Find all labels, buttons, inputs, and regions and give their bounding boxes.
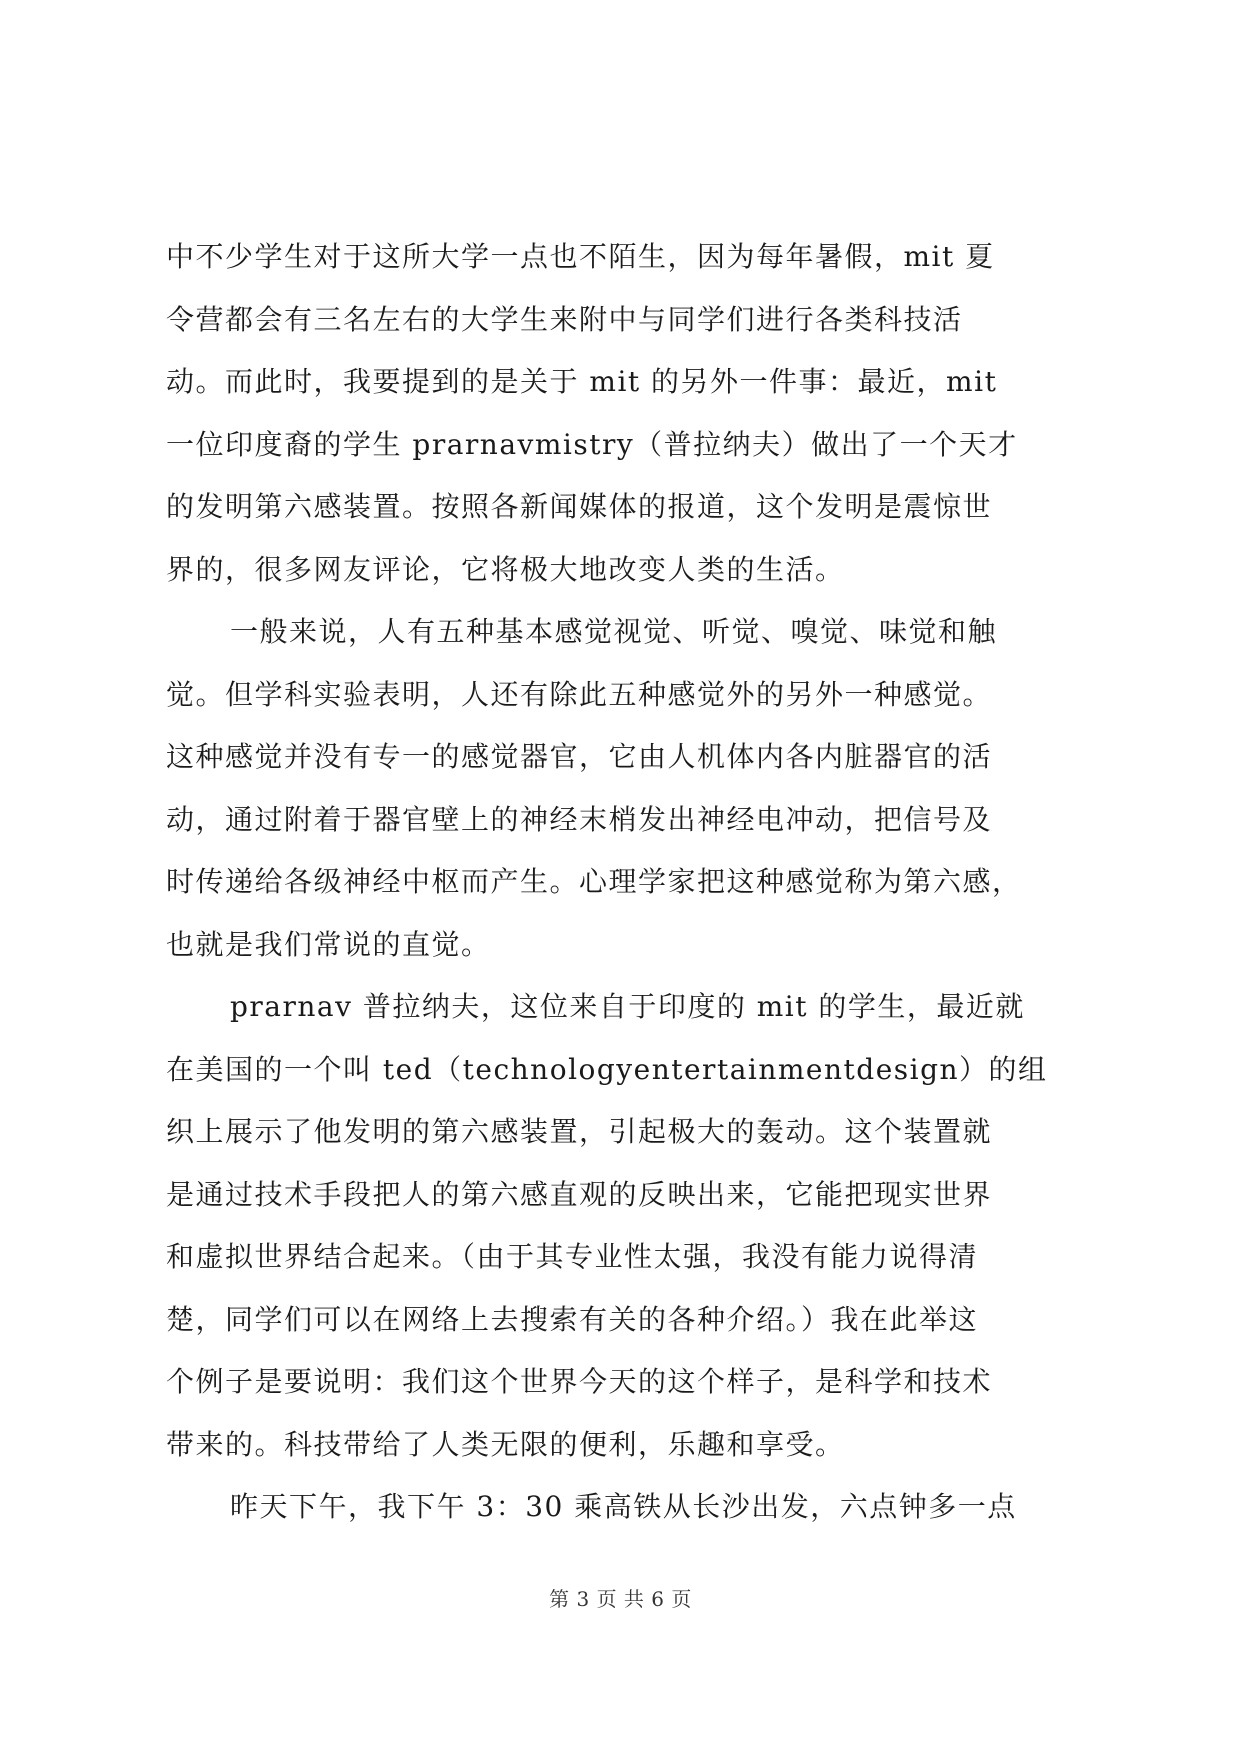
text-line: 觉。但学科实验表明，人还有除此五种感觉外的另外一种感觉。 xyxy=(166,677,993,711)
text-line: 时传递给各级神经中枢而产生。心理学家把这种感觉称为第六感， xyxy=(166,865,1022,898)
text-line: 令营都会有三名左右的大学生来附中与同学们进行各类科技活 xyxy=(166,302,963,336)
text-line: 织上展示了他发明的第六感装置，引起极大的轰动。这个装置就 xyxy=(166,1115,993,1148)
text-line: 动。而此时，我要提到的是关于 mit 的另外一件事：最近，mit xyxy=(166,365,998,398)
text-line: 中不少学生对于这所大学一点也不陌生，因为每年暑假，mit 夏 xyxy=(166,240,995,273)
paragraph-start-line: 一般来说，人有五种基本感觉视觉、听觉、嗅觉、味觉和触 xyxy=(230,615,998,648)
text-line: 个例子是要说明：我们这个世界今天的这个样子，是科学和技术 xyxy=(166,1365,993,1398)
paragraph-start-line: 昨天下午，我下午 3：30 乘高铁从长沙出发，六点钟多一点 xyxy=(230,1490,1017,1523)
text-line: 楚，同学们可以在网络上去搜索有关的各种介绍。）我在此举这 xyxy=(166,1302,979,1336)
text-line: 和虚拟世界结合起来。（由于其专业性太强，我没有能力说得清 xyxy=(166,1240,979,1273)
paragraph-start-line: prarnav 普拉纳夫，这位来自于印度的 mit 的学生，最近就 xyxy=(230,990,1025,1023)
text-line: 界的，很多网友评论，它将极大地改变人类的生活。 xyxy=(166,552,845,586)
text-line: 带来的。科技带给了人类无限的便利，乐趣和享受。 xyxy=(166,1427,845,1461)
text-line: 这种感觉并没有专一的感觉器官，它由人机体内各内脏器官的活 xyxy=(166,740,993,773)
text-line: 是通过技术手段把人的第六感直观的反映出来，它能把现实世界 xyxy=(166,1177,993,1211)
text-line: 在美国的一个叫 ted（technologyentertainmentdesign）的组 xyxy=(166,1052,1048,1086)
text-line: 的发明第六感装置。按照各新闻媒体的报道，这个发明是震惊世 xyxy=(166,490,993,523)
text-line: 也就是我们常说的直觉。 xyxy=(166,927,491,961)
page-number-footer: 第 3 页 共 6 页 xyxy=(549,1587,692,1611)
body-text xyxy=(166,226,1086,1539)
text-line: 一位印度裔的学生 prarnavmistry（普拉纳夫）做出了一个天才 xyxy=(166,427,1018,461)
text-line: 动，通过附着于器官壁上的神经末梢发出神经电冲动，把信号及 xyxy=(166,802,993,836)
